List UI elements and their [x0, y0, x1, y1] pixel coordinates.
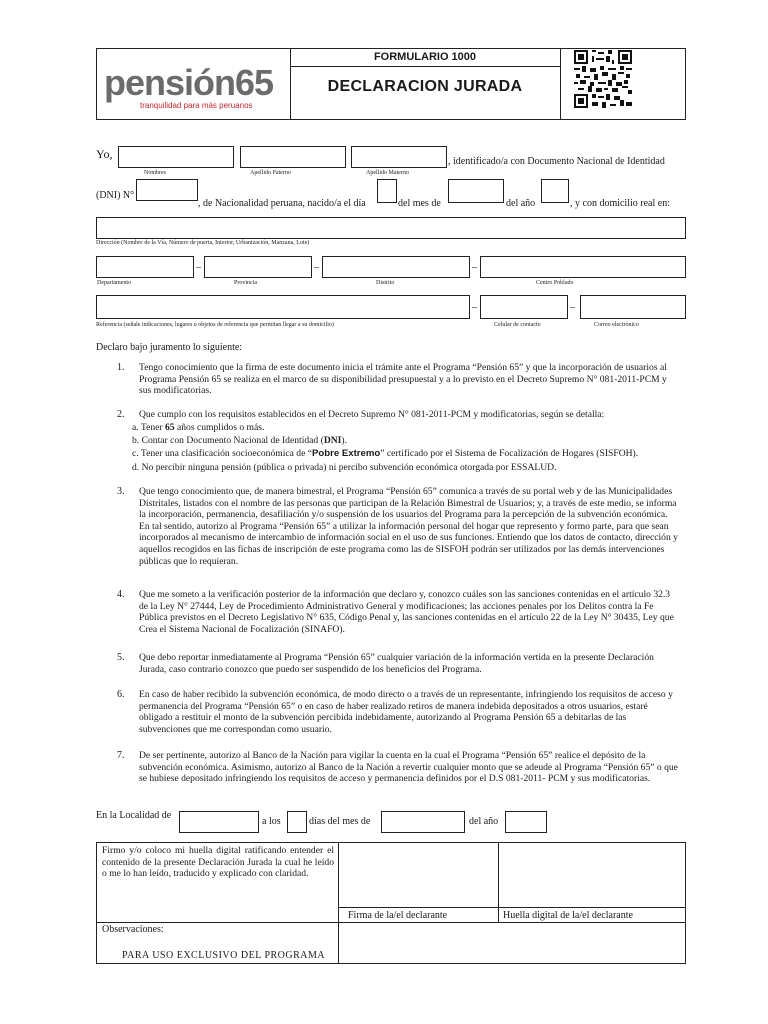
del-ano-closing-label: del año [469, 816, 499, 827]
departamento-input[interactable] [96, 256, 194, 278]
firma-box[interactable] [339, 843, 498, 907]
nacionalidad-text: , de Nacionalidad peruana, nacido/a el día [198, 198, 366, 209]
item-number: 6. [117, 689, 125, 700]
yo-label: Yo, [96, 147, 113, 161]
logo-text: pensión65 [104, 62, 274, 103]
item-text: Que tengo conocimiento que, de manera bimestral, el Programa “Pensión 65” comunica a través de su portal web y de las Municipalidades Distritales, listados con el nombre de las personas que participan de la Relación Bimestral de Usuarios; y, a través de este medio, se informa la incorporación, permanencia, desafiliación y/o suspensión de los usuarios del Programa para la percepción de la subvención económica. En tal sentido, autorizo al Programa “Pensión 65” a utilizar la información personal del hogar que represento y formo parte, para que sean incorporados al mecanismo de intercambio de información social en el uso de sus funciones. Entiendo que los datos de contacto, dirección y aquellos recogidos en las fichas de inscripción de este programa como las de SISFOH podrán ser utilizados por las demás intervenciones públicas que lo requieran. [139, 486, 678, 567]
del-ano-label: del año [506, 198, 536, 209]
provincia-caption: Provincia [234, 280, 257, 286]
a-los-label: a los [262, 816, 281, 827]
identificado-text: , identificado/a con Documento Nacional de Identidad [448, 156, 665, 167]
dash-separator: – [472, 302, 477, 313]
ano-input[interactable] [541, 179, 569, 203]
referencia-input[interactable] [96, 295, 470, 319]
dash-separator: – [472, 262, 477, 273]
dash-separator: – [196, 262, 201, 273]
referencia-caption: Referencia (señale indicaciones, lugares u objetos de referencia que permitan llegar a su domicilio) [96, 322, 334, 328]
apellido-paterno-input[interactable] [240, 146, 346, 168]
domicilio-text: , y con domicilio real en: [570, 198, 670, 209]
mes-input[interactable] [448, 179, 504, 203]
celular-caption: Celular de contacto [494, 322, 541, 328]
form-title: DECLARACION JURADA [327, 78, 523, 95]
item-text: Que debo reportar inmediatamente al Programa “Pensión 65” cualquier variación de la información vertida en la presente Declaración Jurada, caso contrario conozco que puedo ser suspendido de los beneficios del Programa. [139, 652, 654, 675]
departamento-caption: Departamento [97, 280, 131, 286]
dash-separator: – [314, 262, 319, 273]
pension65-logo [104, 64, 284, 112]
distrito-caption: Distrito [376, 280, 395, 286]
localidad-label: En la Localidad de [96, 810, 172, 821]
table-hline-1 [338, 907, 686, 908]
uso-exclusivo-label: PARA USO EXCLUSIVO DEL PROGRAMA [122, 950, 326, 961]
dias-del-mes-label: días del mes de [309, 816, 371, 827]
item-number: 4. [117, 589, 125, 600]
dash-separator: – [570, 302, 575, 313]
logo-tagline: tranquilidad para más peruanos [140, 101, 253, 110]
observaciones-box[interactable] [339, 923, 685, 963]
header-title-divider [290, 66, 560, 67]
nombres-caption: Nombres [144, 170, 166, 176]
centro-poblado-caption: Centro Poblado [536, 280, 574, 286]
huella-caption: Huella digital de la/el declarante [503, 910, 633, 921]
form-number: FORMULARIO 1000 [373, 51, 477, 63]
centro-poblado-input[interactable] [480, 256, 686, 278]
qr-code-icon [574, 50, 632, 108]
apellido-materno-input[interactable] [351, 146, 447, 168]
item-number: 1. [117, 362, 125, 373]
observaciones-label: Observaciones: [102, 924, 164, 935]
correo-caption: Correo electrónico [594, 322, 639, 328]
distrito-input[interactable] [322, 256, 470, 278]
localidad-input[interactable] [179, 811, 259, 833]
dni-input[interactable] [136, 179, 198, 201]
mes-closing-input[interactable] [381, 811, 465, 833]
item-number: 3. [117, 486, 125, 497]
header-divider-right [560, 48, 561, 120]
nombres-input[interactable] [118, 146, 234, 168]
requisito-a: a. Tener 65 años cumplidos o más. [132, 422, 265, 433]
firma-caption: Firma de la/el declarante [348, 910, 448, 921]
direccion-caption: Dirección (Nombre de la Vía, Número de puerta, Interior, Urbanización, Manzana, Lote) [96, 240, 310, 246]
dni-label: (DNI) N° [96, 190, 135, 201]
ano-closing-input[interactable] [505, 811, 547, 833]
item-text: En caso de haber recibido la subvención económica, de modo directo o a través de un representante, infringiendo los requisitos de acceso y permanencia del Programa “Pensión 65” o en caso de haber realizado retiros de manera indebida depositados a otros usuarios, estaré obligado a restituir el monto de la subvención percibida indebidamente, autorizando al Programa Pensión 65 a debitarlas de las subvenciones que me correspondan como usuario. [139, 689, 673, 735]
correo-input[interactable] [580, 295, 686, 319]
dias-input[interactable] [287, 811, 307, 833]
direccion-input[interactable] [96, 217, 686, 239]
huella-box[interactable] [499, 843, 685, 907]
item-number: 7. [117, 750, 125, 761]
celular-input[interactable] [480, 295, 568, 319]
apellido-materno-caption: Apellido Materno [366, 170, 409, 176]
item-text: De ser pertinente, autorizo al Banco de la Nación para vigilar la cuenta en la cual el Programa “Pensión 65” realice el depósito de la subvención económica. Asimismo, autorizo al Banco de la Nación a revertir cualquier monto que se adeude al Programa “Pensión 65” o que se hubiese depositado infringiendo los requisitos de acceso y permanencia definidos por el D.S 081-2011- PCM y sus modificatorias. [139, 750, 678, 785]
dia-input[interactable] [377, 179, 397, 203]
item-text: Tengo conocimiento que la firma de este documento inicia el trámite ante el Programa “Pensión 65” y que la incorporación de usuarios al Programa Pensión 65 se realiza en el marco de su disponibilidad presupuestal y a lo previsto en el Decreto Supremo N° 081-2011-PCM y sus modificatorias. [139, 362, 667, 397]
apellido-paterno-caption: Apellido Paterno [250, 170, 291, 176]
item-text: Que me someto a la verificación posterior de la información que declaro y, conozco cuáles son las sanciones contenidas en el artículo 32.3 de la Ley N° 27444, Ley de Procedimiento Administrativo General y modificaciones; las acciones penales por los Delitos contra la Fe Pública previstos en el Decreto Legislativo N° 635, Código Penal y, las sanciones contenidas en el artículo 22 de la Ley N° 30435, Ley que Crea el Sistema Nacional de Focalización (SINAFO). [139, 589, 674, 635]
signature-declaration: Firmo y/o coloco mi huella digital ratificando entender el contenido de la presente Declaración Jurada la cual he leído o me lo han leído, traducido y explicado con claridad. [102, 845, 334, 880]
declaro-heading: Declaro bajo juramento lo siguiente: [96, 342, 243, 353]
requisito-b: b. Contar con Documento Nacional de Identidad (DNI). [132, 435, 348, 446]
del-mes-de-label: del mes de [398, 198, 441, 209]
item-text: Que cumplo con los requisitos establecidos en el Decreto Supremo N° 081-2011-PCM y modificatorias, según se detalla: [139, 409, 605, 420]
provincia-input[interactable] [204, 256, 312, 278]
item-number: 5. [117, 652, 125, 663]
item-number: 2. [117, 409, 125, 420]
requisito-d: d. No percibir ninguna pensión (pública o privada) ni percibo subvención económica otorgada por ESSALUD. [132, 462, 557, 473]
requisito-c: c. Tener una clasificación socioeconómica de “Pobre Extremo” certificado por el Sistema de Focalización de Hogares (SISFOH). [132, 448, 639, 459]
